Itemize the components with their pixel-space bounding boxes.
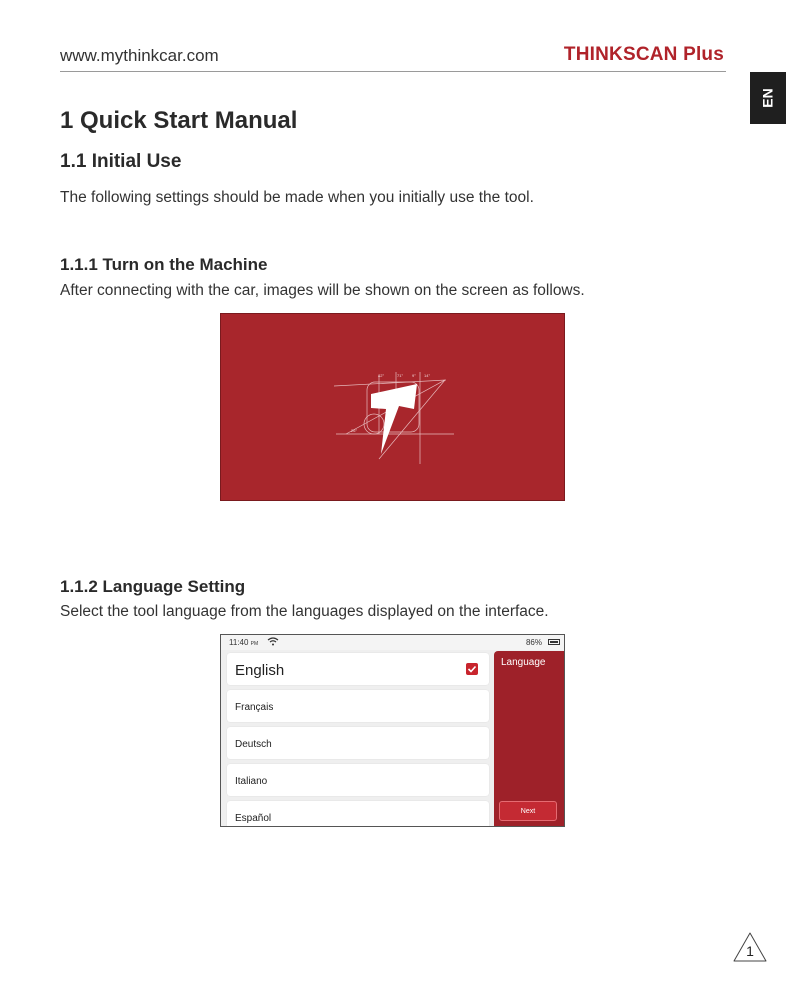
- figure-label-4: 14°: [424, 373, 431, 378]
- language-tab: [750, 72, 786, 124]
- header-url: www.mythinkcar.com: [60, 46, 219, 65]
- language-item-label: Español: [235, 813, 272, 824]
- figure-label-3: 9°: [412, 373, 416, 378]
- wifi-icon: [267, 637, 279, 648]
- language-item-label: Italiano: [235, 776, 268, 787]
- language-item-label: Deutsch: [235, 739, 272, 750]
- language-item-label: Français: [235, 702, 274, 713]
- status-bar: [221, 635, 564, 650]
- page-number-badge: [732, 931, 768, 963]
- page-number: 1: [746, 943, 754, 959]
- check-icon: [466, 663, 478, 675]
- intro-text: The following settings should be made when you initially use the tool.: [60, 189, 534, 206]
- next-button[interactable]: Next: [499, 801, 557, 821]
- language-item-francais[interactable]: [227, 690, 489, 722]
- page-title: 1 Quick Start Manual: [60, 107, 298, 134]
- figure-label-2: 71°: [397, 373, 404, 378]
- brand-logo: THINKSCAN Plus: [563, 44, 724, 65]
- turn-on-heading: 1.1.1 Turn on the Machine: [60, 255, 268, 274]
- status-time: 11:40 PM: [229, 638, 259, 647]
- language-item-label: English: [235, 662, 285, 679]
- language-item-deutsch[interactable]: [227, 727, 489, 759]
- side-panel-title: Language: [501, 657, 546, 668]
- language-item-italiano[interactable]: [227, 764, 489, 796]
- section-subtitle: 1.1 Initial Use: [60, 151, 182, 172]
- language-screen: [220, 634, 565, 827]
- battery-percent: 86%: [525, 638, 542, 647]
- language-item-espanol[interactable]: [227, 801, 489, 827]
- turn-on-text: After connecting with the car, images will be shown on the screen as follows.: [60, 282, 585, 299]
- language-text: Select the tool language from the languages displayed on the interface.: [60, 603, 549, 620]
- header-divider: [60, 71, 726, 72]
- boot-screen-figure: [220, 313, 565, 501]
- language-item-english[interactable]: [227, 653, 489, 685]
- language-heading: 1.1.2 Language Setting: [60, 577, 246, 596]
- figure-label-5: 26°: [351, 428, 358, 433]
- figure-label-1: 82°: [378, 373, 385, 378]
- language-tab-label: EN: [759, 88, 776, 108]
- language-list: [227, 653, 489, 827]
- language-side-panel: [494, 651, 565, 827]
- battery-icon: [548, 639, 560, 645]
